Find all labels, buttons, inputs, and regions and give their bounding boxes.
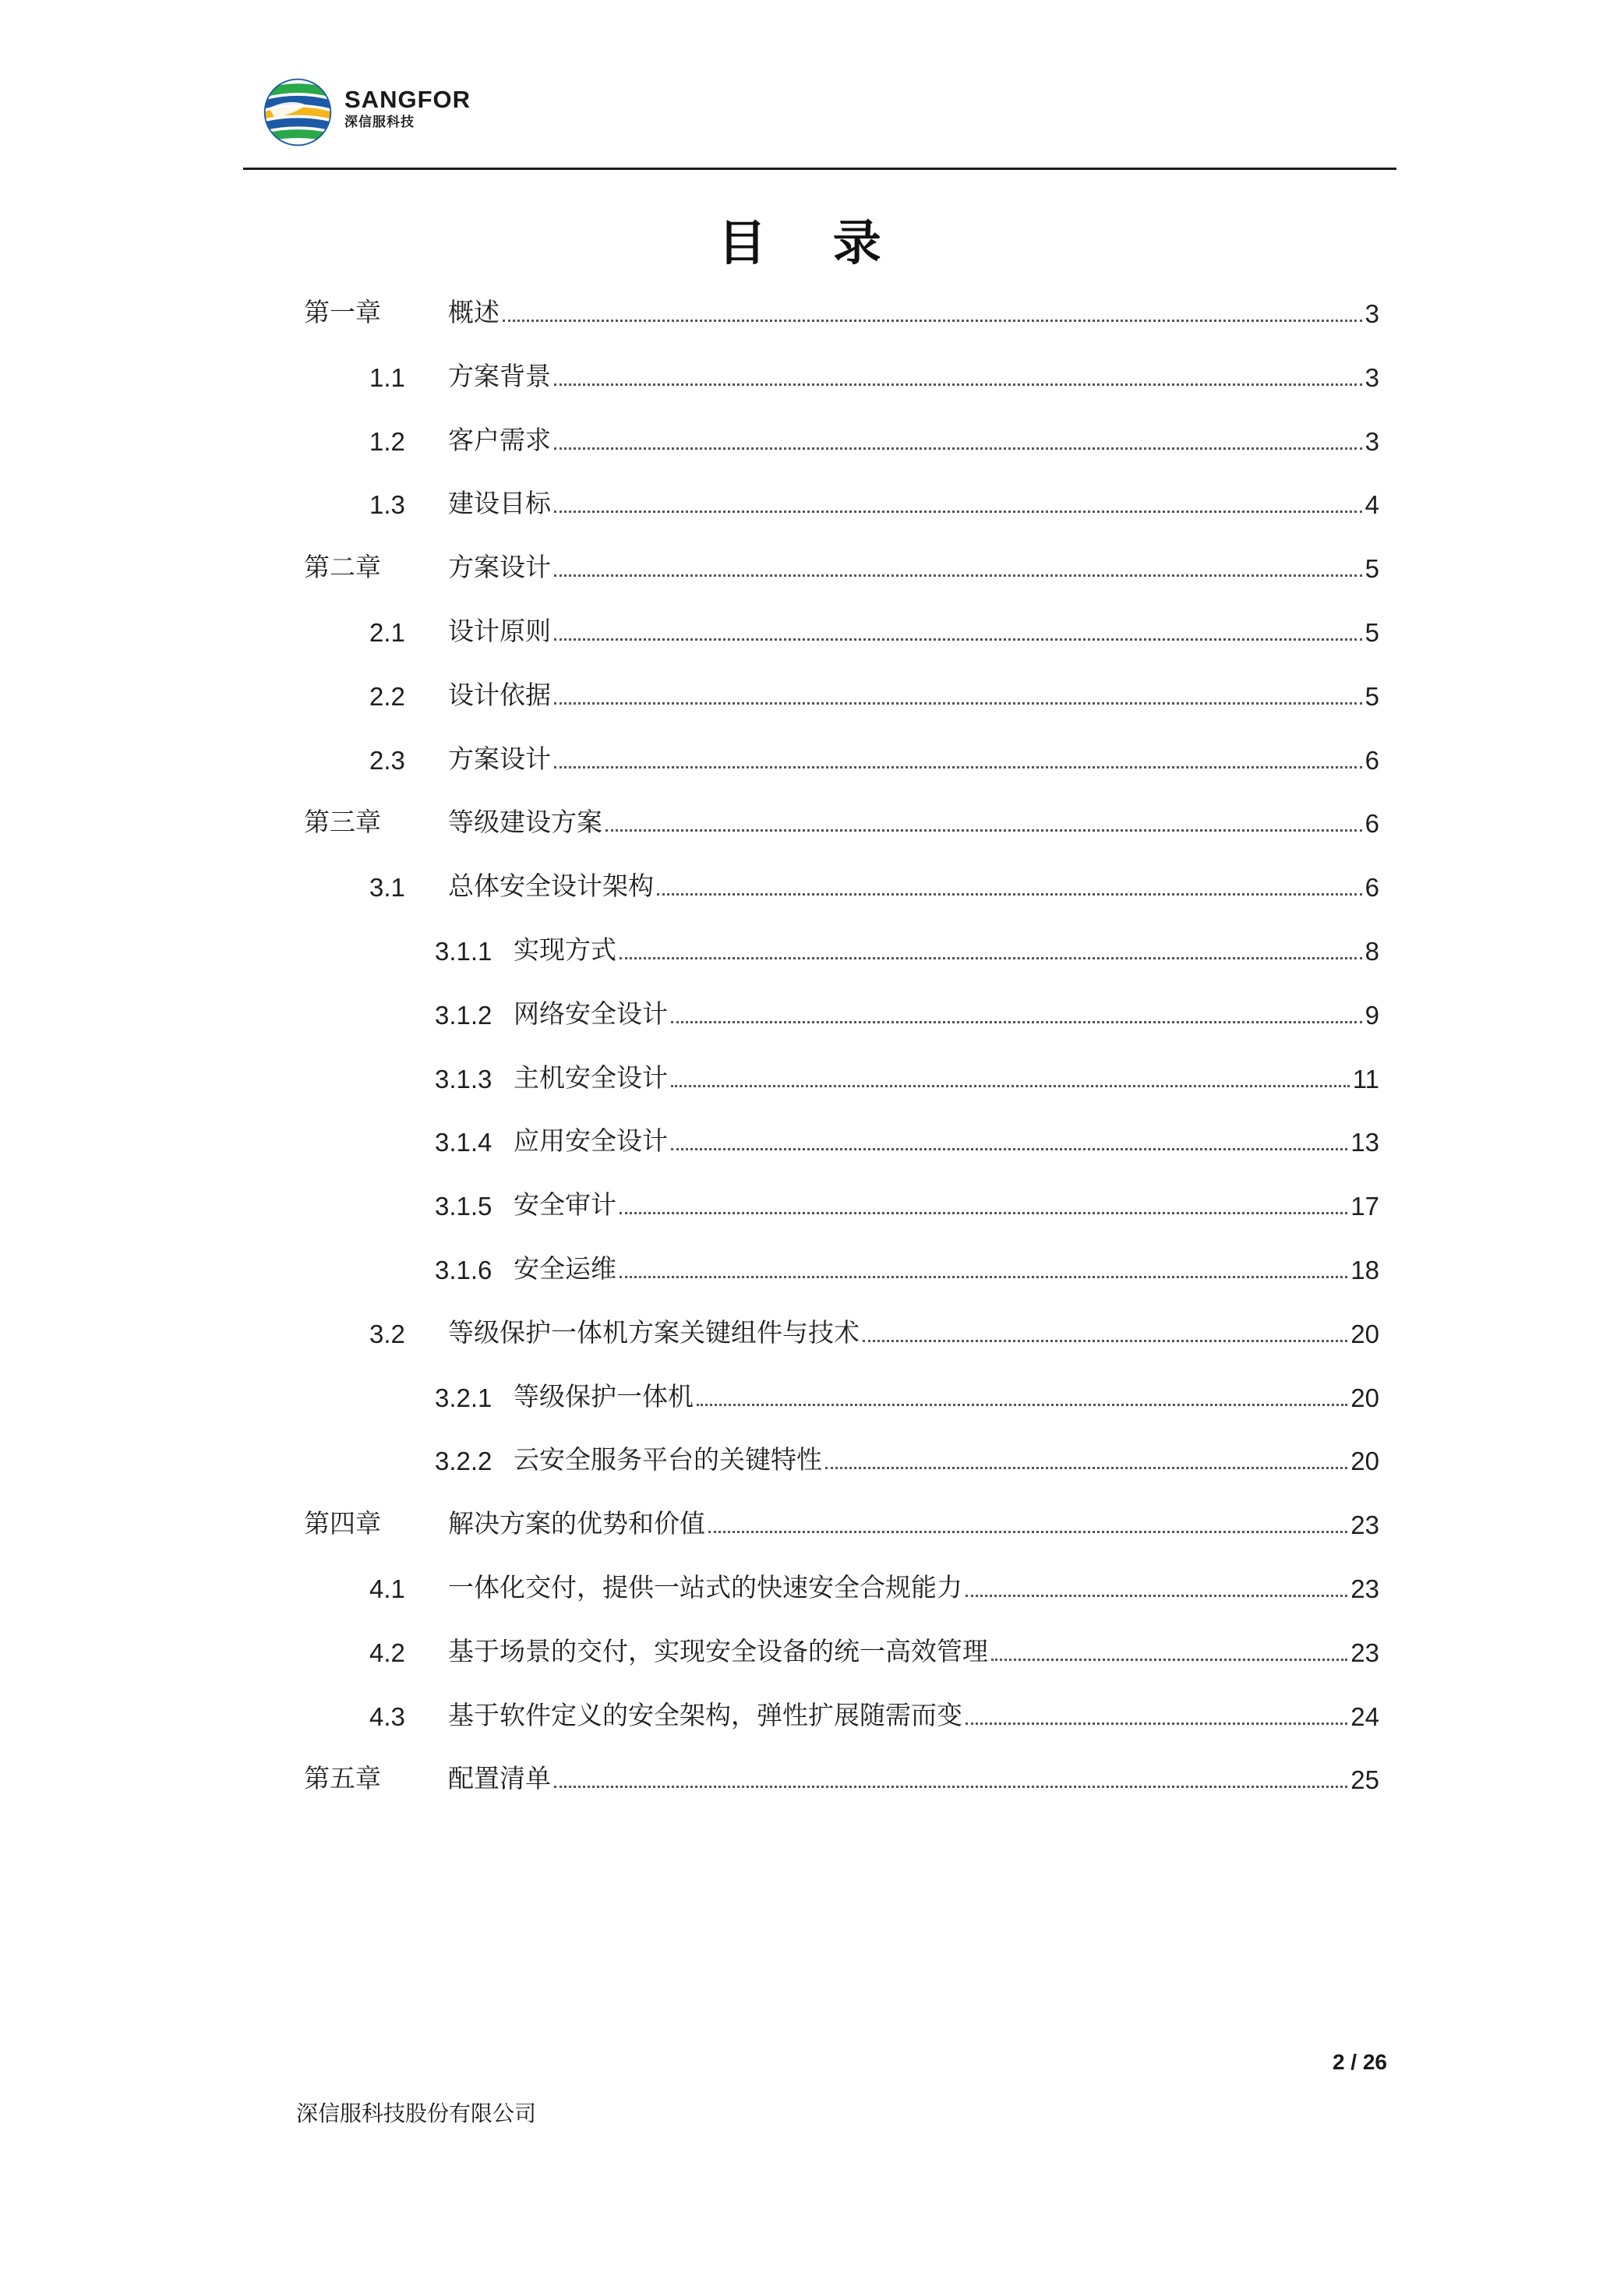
toc-entry-number: 3.1.3: [435, 1064, 492, 1094]
toc-entry[interactable]: [369, 418, 1379, 457]
toc-entry[interactable]: [435, 1182, 1379, 1221]
toc-dot-leader: [863, 1340, 1347, 1342]
toc-entry-number: 1.2: [369, 426, 405, 456]
toc-entry-page: 18: [1350, 1256, 1379, 1284]
toc-dot-leader: [503, 320, 1362, 322]
toc-entry-label: 基于场景的交付，实现安全设备的统一高效管理: [448, 1635, 988, 1666]
toc-entry[interactable]: [369, 1629, 1379, 1668]
toc-entry-label: 设计原则: [448, 616, 551, 646]
brand-name: SANGFOR: [344, 86, 471, 113]
toc-dot-leader: [620, 1276, 1347, 1278]
toc-entry-page: 4: [1365, 490, 1379, 520]
toc-dot-leader: [554, 766, 1362, 768]
toc-dot-leader: [605, 829, 1362, 832]
toc-entry-number: 4.2: [369, 1638, 405, 1667]
toc-entry-label: 解决方案的优势和价值: [448, 1508, 705, 1539]
toc-entry-number: 3.1.4: [435, 1128, 492, 1157]
toc-entry-label: 基于软件定义的安全架构，弹性扩展随需而变: [448, 1699, 962, 1730]
toc-entry-label: 实现方式: [514, 935, 616, 965]
toc-entry-page: 20: [1350, 1319, 1379, 1348]
toc-entry-label: 客户需求: [448, 424, 551, 455]
brand-logotype: [344, 86, 471, 131]
toc-dot-leader: [620, 957, 1362, 959]
toc-entry[interactable]: [369, 673, 1379, 712]
toc-entry-page: 23: [1350, 1638, 1379, 1667]
toc-entry[interactable]: [369, 481, 1379, 520]
toc-entry[interactable]: [369, 354, 1379, 393]
toc-entry-number: 第五章: [304, 1764, 381, 1793]
toc-entry-page: 5: [1365, 681, 1379, 711]
toc-entry-number: 1.3: [369, 490, 405, 520]
toc-entry-number: 第三章: [304, 807, 381, 837]
toc-entry-page: 8: [1365, 937, 1379, 966]
toc-dot-leader: [966, 1722, 1347, 1725]
toc-entry[interactable]: [304, 1501, 1379, 1540]
toc-dot-leader: [554, 638, 1362, 641]
toc-dot-leader: [554, 1786, 1347, 1788]
toc-entry-label: 安全审计: [514, 1189, 616, 1221]
toc-dot-leader: [966, 1595, 1347, 1597]
toc-entry[interactable]: [304, 545, 1379, 584]
toc-entry-number: 3.1.1: [435, 937, 492, 966]
toc-entry-number: 2.3: [369, 745, 405, 775]
toc-dot-leader: [620, 1212, 1347, 1214]
toc-entry-number: 4.3: [369, 1701, 405, 1731]
toc-dot-leader: [991, 1659, 1347, 1661]
toc-entry[interactable]: [304, 800, 1379, 839]
toc-entry-page: 3: [1365, 299, 1379, 328]
toc-entry-page: 6: [1365, 809, 1379, 839]
toc-entry-label: 云安全服务平台的关键特性: [514, 1444, 822, 1475]
toc-entry-page: 23: [1350, 1510, 1379, 1540]
toc-dot-leader: [697, 1404, 1347, 1406]
toc-entry[interactable]: [369, 1310, 1379, 1349]
page-title: 目 录: [718, 214, 906, 271]
toc-entry-number: 第一章: [304, 298, 381, 327]
toc-entry-page: 13: [1350, 1128, 1379, 1157]
toc-entry-number: 3.2.2: [435, 1447, 492, 1476]
toc-entry-label: 一体化交付，提供一站式的快速安全合规能力: [448, 1572, 962, 1602]
toc-entry[interactable]: [435, 1118, 1379, 1157]
toc-entry-page: 23: [1350, 1574, 1379, 1603]
toc-entry[interactable]: [435, 1055, 1379, 1094]
toc-entry[interactable]: [369, 1693, 1379, 1732]
toc-entry[interactable]: [435, 1374, 1379, 1413]
toc-entry-page: 9: [1365, 1000, 1379, 1030]
toc-entry-number: 第二章: [304, 553, 381, 582]
toc-entry-number: 4.1: [369, 1574, 405, 1603]
toc-entry[interactable]: [369, 737, 1379, 776]
toc-entry-label: 网络安全设计: [514, 998, 668, 1029]
toc-entry-number: 2.2: [369, 681, 405, 711]
toc-entry-label: 等级建设方案: [448, 807, 602, 838]
toc-entry-number: 1.1: [369, 362, 405, 392]
toc-entry-label: 应用安全设计: [514, 1125, 668, 1157]
toc-entry[interactable]: [435, 928, 1379, 966]
toc-entry-label: 方案设计: [448, 552, 551, 583]
toc-entry-page: 6: [1365, 873, 1379, 903]
toc-entry-page: 11: [1352, 1064, 1379, 1094]
toc-entry-page: 3: [1365, 362, 1379, 392]
toc-entry-label: 方案背景: [448, 360, 551, 391]
toc-entry-number: 3.1.6: [435, 1256, 492, 1284]
toc-dot-leader: [554, 447, 1362, 450]
toc-entry-number: 3.1.2: [435, 1000, 492, 1030]
toc-entry-number: 3.2.1: [435, 1383, 492, 1412]
header-divider: [243, 168, 1396, 170]
toc-dot-leader: [671, 1021, 1362, 1023]
toc-dot-leader: [671, 1148, 1347, 1150]
toc-entry-page: 5: [1365, 618, 1379, 647]
toc-entry-page: 17: [1350, 1192, 1379, 1221]
toc-entry-number: 3.2: [369, 1319, 405, 1348]
toc-entry-label: 建设目标: [448, 488, 551, 519]
page-header: [243, 64, 1396, 150]
toc-entry-label: 等级保护一体机方案关键组件与技术: [448, 1316, 860, 1348]
toc-dot-leader: [554, 574, 1362, 577]
sangfor-globe-logo-icon: [262, 76, 334, 148]
toc-dot-leader: [554, 511, 1362, 513]
toc-dot-leader: [554, 383, 1362, 386]
toc-entry-label: 主机安全设计: [514, 1062, 668, 1093]
toc-entry-number: 3.1: [369, 873, 405, 903]
toc-entry-number: 2.1: [369, 618, 405, 647]
toc-entry-page: 5: [1365, 554, 1379, 584]
toc-dot-leader: [825, 1467, 1347, 1469]
toc-entry-label: 概述: [448, 297, 500, 327]
toc-dot-leader: [671, 1085, 1350, 1087]
toc-entry[interactable]: [304, 1756, 1379, 1795]
toc-entry[interactable]: [435, 1437, 1379, 1476]
toc-entry-label: 配置清单: [448, 1763, 551, 1794]
toc-entry[interactable]: [435, 991, 1379, 1030]
toc-entry-page: 3: [1365, 426, 1379, 456]
toc-entry-label: 总体安全设计架构: [448, 871, 654, 902]
brand-subtitle: 深信服科技: [344, 115, 415, 130]
toc-entry[interactable]: [435, 1246, 1379, 1285]
page-number: 2 / 26: [1332, 2050, 1387, 2074]
toc-entry-label: 设计依据: [448, 679, 551, 710]
toc-dot-leader: [708, 1531, 1347, 1533]
toc-entry-page: 20: [1350, 1447, 1379, 1476]
toc-entry-number: 第四章: [304, 1509, 381, 1539]
toc-entry-page: 6: [1365, 745, 1379, 775]
toc-entry-page: 24: [1350, 1701, 1379, 1731]
toc-entry-label: 方案设计: [448, 743, 551, 774]
toc-entry[interactable]: [369, 864, 1379, 903]
toc-entry-page: 20: [1350, 1383, 1379, 1412]
toc-entry[interactable]: [304, 290, 1379, 329]
toc-dot-leader: [554, 702, 1362, 705]
toc-dot-leader: [657, 893, 1362, 896]
toc-entry[interactable]: [369, 609, 1379, 648]
toc-entry-label: 等级保护一体机: [514, 1380, 694, 1412]
toc-entry[interactable]: [369, 1565, 1379, 1604]
toc-entry-page: 25: [1350, 1765, 1379, 1795]
toc-entry-label: 安全运维: [514, 1253, 616, 1284]
toc-entry-number: 3.1.5: [435, 1192, 492, 1221]
footer-company-name: 深信服科技股份有限公司: [296, 2101, 537, 2126]
